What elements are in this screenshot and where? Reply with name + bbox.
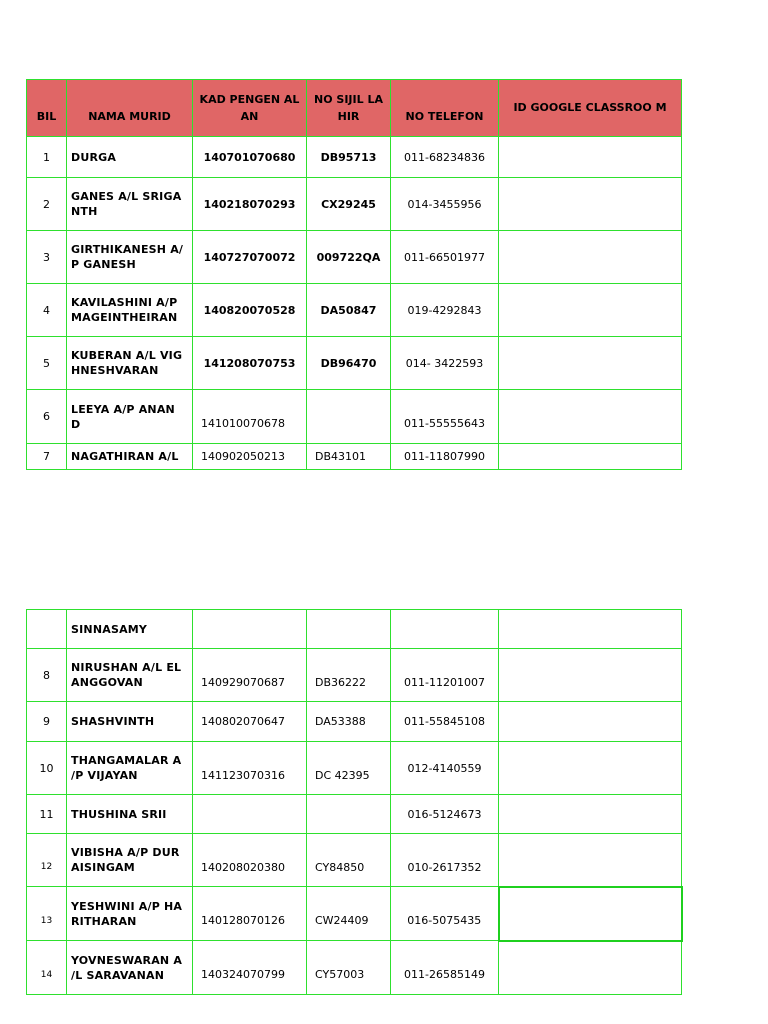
google-classroom-id <box>499 941 682 995</box>
row-number: 7 <box>27 444 67 470</box>
table-row <box>27 742 682 795</box>
table-row <box>27 390 682 444</box>
birth-cert-number: DB95713 <box>307 137 391 178</box>
header-no-telefon: NO TELEFON <box>391 80 499 137</box>
student-name: NIRUSHAN A/L EL ANGGOVAN <box>67 649 193 702</box>
birth-cert-number: DA53388 <box>307 702 391 742</box>
google-classroom-id <box>499 137 682 178</box>
phone-number: 011-55845108 <box>391 702 499 742</box>
row-number: 11 <box>27 795 67 834</box>
student-name: YESHWINI A/P HA RITHARAN <box>67 887 193 941</box>
table-row <box>27 137 682 178</box>
ic-number: 140128070126 <box>193 887 307 941</box>
table-row <box>27 941 682 995</box>
header-id-google-classroom: ID GOOGLE CLASSROO M <box>499 80 682 137</box>
google-classroom-id <box>499 742 682 795</box>
row-number: 2 <box>27 178 67 231</box>
google-classroom-id <box>499 795 682 834</box>
student-name: KUBERAN A/L VIG HNESHVARAN <box>67 337 193 390</box>
row-number: 4 <box>27 284 67 337</box>
phone-number: 011-55555643 <box>391 390 499 444</box>
phone-number: 010-2617352 <box>391 834 499 887</box>
ic-number: 141208070753 <box>193 337 307 390</box>
student-name: VIBISHA A/P DUR AISINGAM <box>67 834 193 887</box>
ic-number: 140218070293 <box>193 178 307 231</box>
student-name: YOVNESWARAN A /L SARAVANAN <box>67 941 193 995</box>
table-row <box>27 887 682 941</box>
student-name: THUSHINA SRII <box>67 795 193 834</box>
table-row <box>27 649 682 702</box>
phone-number: 011-11201007 <box>391 649 499 702</box>
phone-number <box>391 610 499 649</box>
phone-number: 014- 3422593 <box>391 337 499 390</box>
row-number <box>27 610 67 649</box>
row-number: 14 <box>27 941 67 995</box>
row-number: 10 <box>27 742 67 795</box>
student-table-page-2 <box>26 609 683 995</box>
ic-number: 141123070316 <box>193 742 307 795</box>
table-row <box>27 834 682 887</box>
birth-cert-number: DC 42395 <box>307 742 391 795</box>
student-name: KAVILASHINI A/P MAGEINTHEIRAN <box>67 284 193 337</box>
row-number: 12 <box>27 834 67 887</box>
birth-cert-number: DB43101 <box>307 444 391 470</box>
phone-number: 011-11807990 <box>391 444 499 470</box>
student-table-page-1 <box>26 79 682 470</box>
birth-cert-number: DB36222 <box>307 649 391 702</box>
birth-cert-number: CY84850 <box>307 834 391 887</box>
row-number: 8 <box>27 649 67 702</box>
ic-number: 140324070799 <box>193 941 307 995</box>
birth-cert-number <box>307 610 391 649</box>
table-row <box>27 178 682 231</box>
ic-number <box>193 795 307 834</box>
google-classroom-id <box>499 834 682 887</box>
phone-number: 011-26585149 <box>391 941 499 995</box>
phone-number: 019-4292843 <box>391 284 499 337</box>
google-classroom-id <box>499 702 682 742</box>
student-name: SHASHVINTH <box>67 702 193 742</box>
birth-cert-number: CX29245 <box>307 178 391 231</box>
table-row <box>27 337 682 390</box>
ic-number: 140701070680 <box>193 137 307 178</box>
row-number: 5 <box>27 337 67 390</box>
row-number: 6 <box>27 390 67 444</box>
student-name: GANES A/L SRIGA NTH <box>67 178 193 231</box>
student-name: GIRTHIKANESH A/ P GANESH <box>67 231 193 284</box>
birth-cert-number <box>307 390 391 444</box>
row-number: 9 <box>27 702 67 742</box>
google-classroom-id <box>499 337 682 390</box>
header-nama-murid: NAMA MURID <box>67 80 193 137</box>
google-classroom-id <box>499 610 682 649</box>
birth-cert-number: CW24409 <box>307 887 391 941</box>
google-classroom-id <box>499 649 682 702</box>
header-bil: BIL <box>27 80 67 137</box>
ic-number: 140208020380 <box>193 834 307 887</box>
google-classroom-id <box>499 231 682 284</box>
student-name: SINNASAMY <box>67 610 193 649</box>
ic-number: 140820070528 <box>193 284 307 337</box>
table-row <box>27 610 682 649</box>
table-row <box>27 231 682 284</box>
google-classroom-id <box>499 444 682 470</box>
birth-cert-number <box>307 795 391 834</box>
google-classroom-id <box>499 284 682 337</box>
row-number: 13 <box>27 887 67 941</box>
ic-number: 140929070687 <box>193 649 307 702</box>
phone-number: 014-3455956 <box>391 178 499 231</box>
google-classroom-id <box>499 887 682 941</box>
birth-cert-number: 009722QA <box>307 231 391 284</box>
table-row <box>27 795 682 834</box>
header-row <box>27 80 682 137</box>
ic-number: 140902050213 <box>193 444 307 470</box>
ic-number: 140727070072 <box>193 231 307 284</box>
ic-number <box>193 610 307 649</box>
table-row <box>27 444 682 470</box>
student-name: DURGA <box>67 137 193 178</box>
header-kad-pengenalan: KAD PENGEN ALAN <box>193 80 307 137</box>
table-row <box>27 702 682 742</box>
google-classroom-id <box>499 390 682 444</box>
phone-number: 016-5124673 <box>391 795 499 834</box>
table-row <box>27 284 682 337</box>
birth-cert-number: CY57003 <box>307 941 391 995</box>
phone-number: 011-68234836 <box>391 137 499 178</box>
birth-cert-number: DA50847 <box>307 284 391 337</box>
ic-number: 141010070678 <box>193 390 307 444</box>
ic-number: 140802070647 <box>193 702 307 742</box>
student-name: THANGAMALAR A /P VIJAYAN <box>67 742 193 795</box>
google-classroom-id <box>499 178 682 231</box>
phone-number: 012-4140559 <box>391 742 499 795</box>
row-number: 1 <box>27 137 67 178</box>
phone-number: 016-5075435 <box>391 887 499 941</box>
header-no-sijil-lahir: NO SIJIL LAHIR <box>307 80 391 137</box>
student-name: NAGATHIRAN A/L <box>67 444 193 470</box>
birth-cert-number: DB96470 <box>307 337 391 390</box>
student-name: LEEYA A/P ANAN D <box>67 390 193 444</box>
row-number: 3 <box>27 231 67 284</box>
phone-number: 011-66501977 <box>391 231 499 284</box>
